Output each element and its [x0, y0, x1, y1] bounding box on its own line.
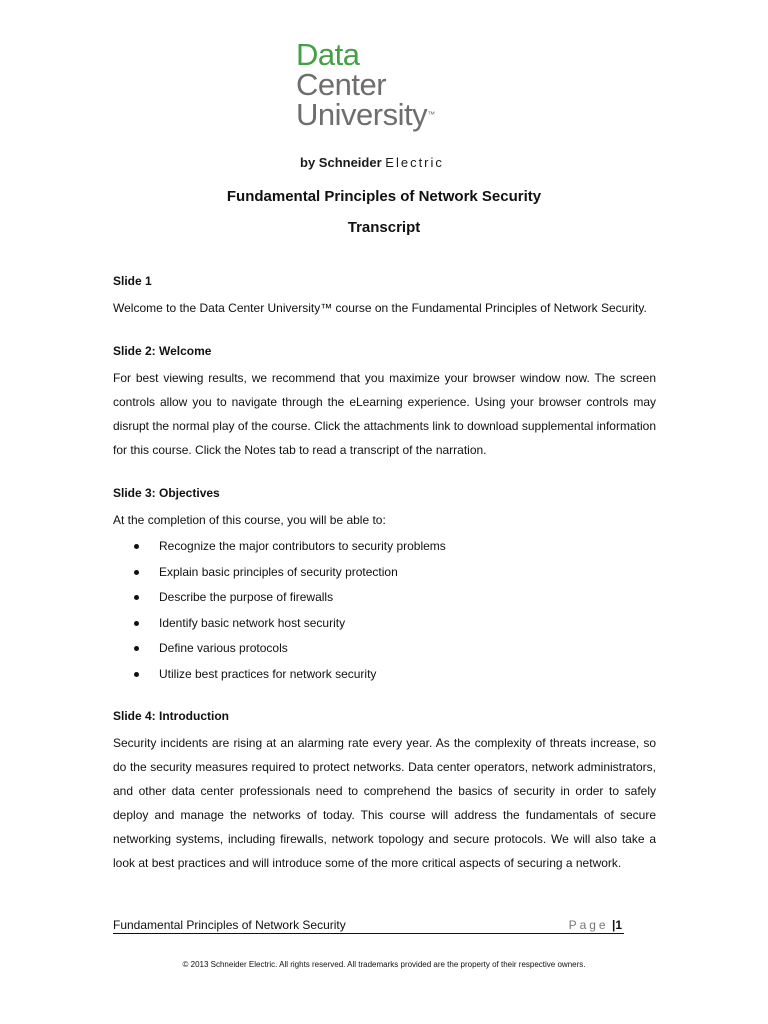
slide1-text: Welcome to the Data Center University™ course on the Fundamental Principles of Network Security. [113, 301, 647, 315]
bullet-icon [134, 672, 139, 677]
bullet-icon [134, 595, 139, 600]
objective-item: Define various protocols [113, 636, 656, 662]
copyright-notice: © 2013 Schneider Electric. All rights reserved. All trademarks provided are the property of their respective owners. [182, 960, 586, 969]
slide3-intro: At the completion of this course, you will be able to: [113, 513, 386, 527]
logo-line-center: Center [296, 67, 387, 102]
slide2-heading: Slide 2: Welcome [113, 344, 212, 358]
dcu-logo [296, 37, 476, 170]
slide4-heading: Slide 4: Introduction [113, 709, 229, 723]
objective-item: Identify basic network host security [113, 611, 656, 637]
document-title: Fundamental Principles of Network Security [226, 188, 542, 205]
objective-item: Explain basic principles of security protection [113, 560, 656, 586]
logo-byline [300, 155, 444, 170]
objective-item: Recognize the major contributors to security problems [113, 534, 656, 560]
bullet-icon [134, 646, 139, 651]
logo-line-university: University™ [296, 97, 436, 132]
logo-brand: Schneider [318, 155, 382, 170]
logo-trademark: ™ [427, 110, 436, 119]
bullet-icon [134, 621, 139, 626]
objectives-list [113, 534, 656, 687]
footer-title: Fundamental Principles of Network Security [113, 918, 346, 932]
footer-page [569, 918, 622, 932]
bullet-icon [134, 544, 139, 549]
page-separator: | [611, 918, 616, 932]
page-number: 1 [615, 918, 622, 932]
slide3-heading: Slide 3: Objectives [113, 486, 220, 500]
slide4-text: Security incidents are rising at an alarming rate every year. As the complexity of threats increase, so do the security measures required to protect networks. Data center operators, network administrators, and other data center professionals need to comprehend the basics of security in order to safely deploy and manage the networks of today. This course will address the fundamentals of secure networking systems, including firewalls, network topology and secure protocols. We will also take a look at best practices and will introduce some of the more critical aspects of securing a network. [113, 736, 656, 870]
page-label: Page [568, 918, 609, 932]
bullet-icon [134, 570, 139, 575]
logo-electric: Electric [385, 155, 444, 170]
page-footer [113, 916, 624, 934]
logo-line-data: Data [296, 37, 360, 72]
objective-item: Utilize best practices for network security [113, 662, 656, 688]
logo-by: by [300, 155, 316, 170]
objective-item: Describe the purpose of firewalls [113, 585, 656, 611]
slide2-text: For best viewing results, we recommend that you maximize your browser window now. The screen controls allow you to navigate through the eLearning experience. Using your browser controls may disrupt the normal play of the course. Click the attachments link to download supplemental information for this course. Click the Notes tab to read a transcript of the narration. [113, 371, 656, 457]
document-subtitle: Transcript [347, 219, 421, 236]
slide1-heading: Slide 1 [113, 274, 152, 288]
document-body [113, 272, 656, 875]
